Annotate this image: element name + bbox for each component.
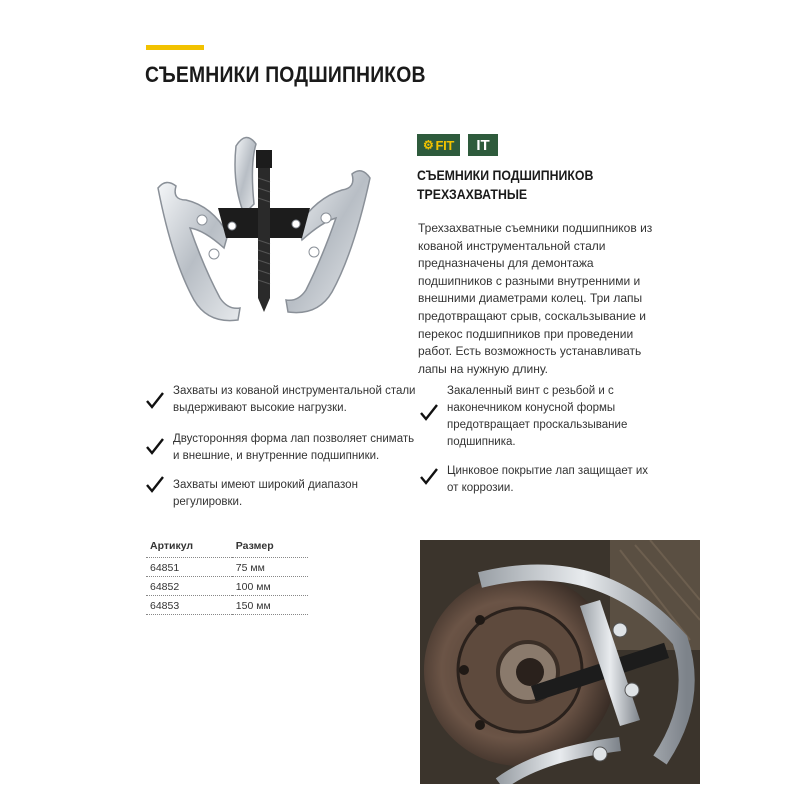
bearing-puller-image [148, 128, 380, 348]
feature-text: Захваты из кованой инструментальной стали выдерживают высокие нагрузки. [173, 385, 416, 414]
table-header-row [146, 540, 308, 558]
feature-item [420, 463, 650, 497]
feature-text: Закаленный винт с резьбой и с наконечником конусной формы предотвращает проскальзывание подшипника. [447, 385, 628, 448]
feature-list-left [146, 383, 416, 511]
size-cell: 150 мм [232, 596, 308, 615]
product-title [417, 166, 593, 204]
checkmark-icon [420, 403, 438, 421]
checkmark-icon [420, 467, 438, 485]
product-title-line2: ТРЕХЗАХВАТНЫЕ [417, 186, 528, 202]
usage-photo [420, 540, 700, 784]
checkmark-icon [146, 391, 164, 409]
fit-brand-logo [417, 134, 460, 156]
article-cell: 64853 [146, 596, 232, 615]
size-cell: 75 мм [232, 558, 308, 577]
page-title: СЪЕМНИКИ ПОДШИПНИКОВ [145, 62, 426, 87]
header-accent-bar [146, 45, 204, 50]
column-header-size: Размер [235, 540, 274, 552]
feature-item [146, 477, 416, 511]
feature-item [146, 383, 416, 417]
checkmark-icon [146, 475, 164, 493]
brand-logos [417, 134, 498, 156]
checkmark-icon [146, 437, 164, 455]
table-row [146, 558, 308, 577]
article-cell: 64851 [146, 558, 232, 577]
feature-text: Двусторонняя форма лап позволяет снимать и внешние, и внутренние подшипники. [173, 433, 415, 462]
feature-item [420, 383, 650, 451]
table-row [146, 577, 308, 596]
feature-item [146, 431, 416, 465]
fit-logo-text: FIT [435, 137, 455, 153]
column-header-article: Артикул [150, 540, 194, 552]
feature-list-right [420, 383, 650, 497]
spec-table [146, 540, 308, 615]
product-description: Трехзахватные съемники подшипников из кованой инструментальной стали предназначены для демонтажа подшипников с разными внутренними и внешними диаметрами колец. Три лапы предотвращают срыв, соскальзывание и перекос подшипников при проведении работ. Есть возможность устанавливать лапы на нужную длину. [418, 221, 653, 376]
it-badge: IT [468, 134, 498, 156]
gear-icon: ⚙ [423, 138, 434, 152]
usage-photo-illustration [420, 540, 700, 784]
feature-text: Цинковое покрытие лап защищает их от коррозии. [447, 465, 648, 494]
table-row [146, 596, 308, 615]
product-title-line1: СЪЕМНИКИ ПОДШИПНИКОВ [417, 167, 594, 183]
feature-text: Захваты имеют широкий диапазон регулировки. [173, 479, 358, 508]
article-cell: 64852 [146, 577, 232, 596]
size-cell: 100 мм [232, 577, 308, 596]
